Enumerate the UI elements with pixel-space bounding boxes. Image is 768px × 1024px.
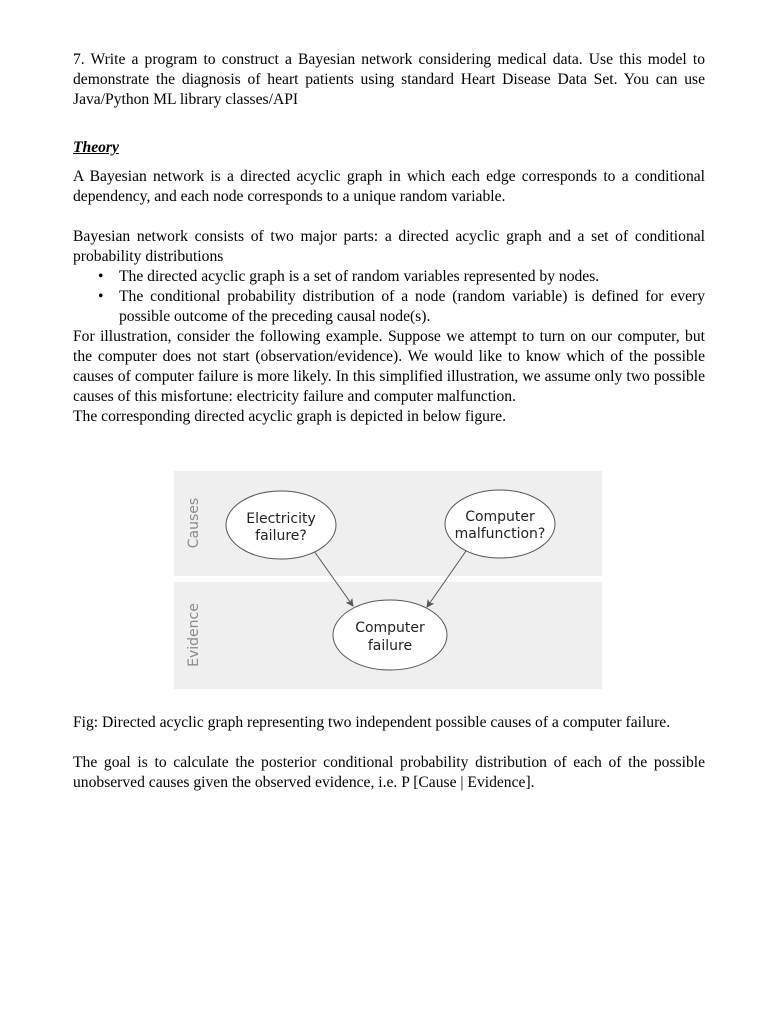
goal-paragraph: The goal is to calculate the posterior conditional probability distribution of each of the possible unobserved causes given the observed evidence, i.e. P [Cause | Evidence]. xyxy=(73,754,705,791)
graph-intro-line: The corresponding directed acyclic graph is depicted in below figure. xyxy=(73,408,506,425)
causes-band-label: Causes xyxy=(186,497,202,549)
parts-intro-paragraph: Bayesian network consists of two major parts: a directed acyclic graph and a set of conditional probability distributions xyxy=(73,228,705,265)
definition-paragraph: A Bayesian network is a directed acyclic graph in which each edge corresponds to a conditional dependency, and each node corresponds to a unique random variable. xyxy=(73,168,705,205)
bullet-icon: • xyxy=(98,288,104,305)
illustration-paragraph: For illustration, consider the following example. Suppose we attempt to turn on our computer, but the computer does not start (observation/evidence). We would like to know which of the possible causes of computer failure is more likely. In this simplified illustration, we assume only two possible causes of this misfortune: electricity failure and computer malfunction. xyxy=(73,328,705,405)
theory-heading: Theory xyxy=(73,139,119,156)
evidence-band-label: Evidence xyxy=(186,603,202,667)
node-label: Electricity xyxy=(246,511,316,527)
list-item-text: The conditional probability distribution of a node (random variable) is defined for every possible outcome of the preceding causal node(s). xyxy=(119,288,705,325)
node-label: Computer xyxy=(355,620,425,636)
node-computer-malfunction xyxy=(445,490,555,558)
dag-figure xyxy=(174,471,602,689)
list-item xyxy=(73,287,705,327)
node-electricity-failure xyxy=(226,491,336,559)
node-computer-failure xyxy=(333,600,447,670)
node-label: failure xyxy=(367,638,413,654)
task-statement: 7. Write a program to construct a Bayesian network considering medical data. Use this model to demonstrate the diagnosis of heart patients using standard Heart Disease Data Set. You can use Java/Python ML library classes/API xyxy=(73,51,705,108)
node-label: failure? xyxy=(255,528,307,544)
list-item xyxy=(73,267,705,287)
node-label: malfunction? xyxy=(454,526,546,542)
document-body xyxy=(73,50,705,427)
bullet-icon: • xyxy=(98,268,104,285)
node-label: Computer xyxy=(465,509,535,525)
figure-caption: Fig: Directed acyclic graph representing two independent possible causes of a computer failure. xyxy=(73,714,671,731)
list-item-text: The directed acyclic graph is a set of random variables represented by nodes. xyxy=(119,268,600,285)
parts-list xyxy=(73,267,705,327)
